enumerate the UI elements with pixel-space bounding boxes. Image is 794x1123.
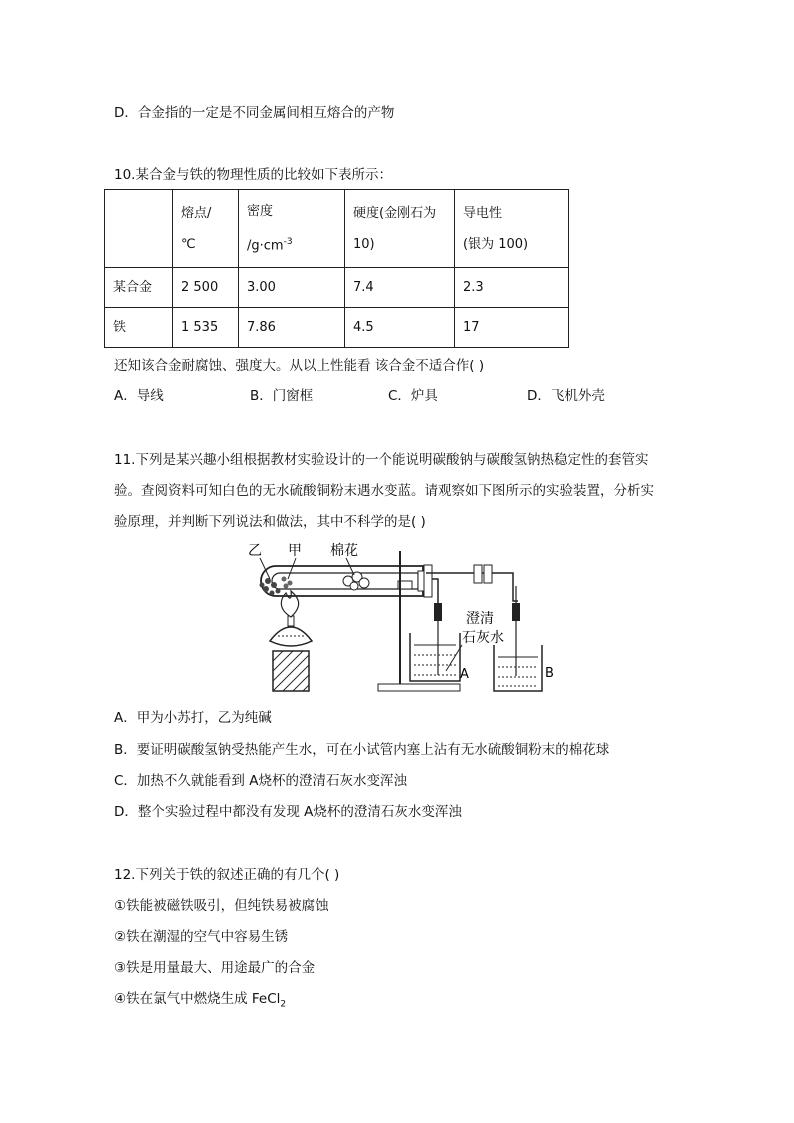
header-cell-density: 密度 $/g\cdot cm^{-3}$ — [239, 190, 345, 268]
beaker-b-liquid-pattern — [498, 667, 538, 686]
table-row — [105, 308, 569, 348]
table-cell: 4.5 — [345, 308, 455, 348]
q10-option-b: B．门窗框 — [250, 388, 314, 404]
header-cell-conductivity: 导电性 (银为 100) — [455, 190, 569, 268]
beaker-a — [410, 633, 460, 681]
coupler-1 — [474, 565, 482, 583]
flame-icon — [281, 591, 298, 617]
q11-stem-line-1: 11.下列是某兴趣小组根据教材实验设计的一个能说明碳酸钠与碳酸氢钠热稳定性的套管实 — [114, 452, 649, 468]
coupler-2 — [484, 565, 492, 583]
q12-item-4: ④铁在氯气中燃烧生成 FeCl$_2$ — [114, 991, 287, 1010]
header-cell-empty — [105, 190, 173, 268]
q11-stem-line-3: 验原理，并判断下列说法和做法，其中不科学的是( ) — [114, 514, 426, 530]
table-cell: 7.86 — [239, 308, 345, 348]
header-cell-hardness: 硬度(金刚石为 10) — [345, 190, 455, 268]
q10-option-c: C．炉具 — [388, 388, 438, 404]
tube-connector-b — [512, 603, 520, 621]
table-cell: 7.4 — [345, 268, 455, 308]
q10-followup: 还知该合金耐腐蚀、强度大。从以上性能看 该合金不适合作( ) — [114, 358, 485, 374]
q11-option-b: B．要证明碳酸氢钠受热能产生水，可在小试管内塞上沾有无水硫酸铜粉末的棉花球 — [114, 742, 610, 758]
properties-table — [104, 189, 569, 348]
label-limewater-1: 澄清 — [466, 611, 494, 627]
q11-option-d: D．整个实验过程中都没有发现 A烧杯的澄清石灰水变浑浊 — [114, 804, 462, 820]
solid-yi — [260, 578, 281, 596]
q11-stem-line-2: 验。查阅资料可知白色的无水硫酸铜粉末遇水变蓝。请观察如下图所示的实验装置，分析实 — [114, 483, 654, 499]
experiment-apparatus-figure — [248, 541, 568, 696]
tube-connector-a — [434, 603, 442, 621]
burner-base-hatch — [273, 651, 309, 691]
label-beaker-b: B — [545, 666, 554, 681]
table-cell: 某合金 — [105, 268, 173, 308]
beaker-b — [494, 645, 542, 691]
table-cell: 2.3 — [455, 268, 569, 308]
outer-stopper — [424, 565, 432, 597]
label-cotton: 棉花 — [330, 543, 358, 559]
q9-option-d: D．合金指的一定是不同金属间相互熔合的产物 — [114, 105, 395, 121]
table-cell: 铁 — [105, 308, 173, 348]
label-limewater-2: 石灰水 — [462, 630, 504, 646]
q10-option-d: D．飞机外壳 — [527, 388, 605, 404]
stand-base — [378, 684, 460, 691]
table-cell: 2 500 — [173, 268, 239, 308]
table-cell: 1 535 — [173, 308, 239, 348]
q11-option-a: A．甲为小苏打，乙为纯碱 — [114, 710, 272, 726]
solid-jia — [282, 577, 293, 589]
q11-option-c: C．加热不久就能看到 A烧杯的澄清石灰水变浑浊 — [114, 773, 407, 789]
pointer-jia — [288, 558, 296, 579]
table-cell: 17 — [455, 308, 569, 348]
q10-option-a: A．导线 — [114, 388, 164, 404]
q12-stem: 12.下列关于铁的叙述正确的有几个( ) — [114, 867, 340, 883]
delivery-tube-b — [426, 573, 518, 601]
q12-item-1: ①铁能被磁铁吸引，但纯铁易被腐蚀 — [114, 898, 329, 914]
q12-item-3: ③铁是用量最大、用途最广的合金 — [114, 960, 316, 976]
label-yi: 乙 — [248, 543, 262, 559]
header-cell-melting-point: 熔点/ ℃ — [173, 190, 239, 268]
table-cell: 3.00 — [239, 268, 345, 308]
cotton-ball — [343, 572, 369, 590]
label-jia: 甲 — [288, 543, 302, 559]
q10-stem: 10.某合金与铁的物理性质的比较如下表所示： — [114, 167, 392, 183]
label-beaker-a: A — [460, 667, 469, 682]
table-row — [105, 268, 569, 308]
table-header-row — [105, 190, 569, 268]
q12-item-2: ②铁在潮湿的空气中容易生锈 — [114, 929, 289, 945]
